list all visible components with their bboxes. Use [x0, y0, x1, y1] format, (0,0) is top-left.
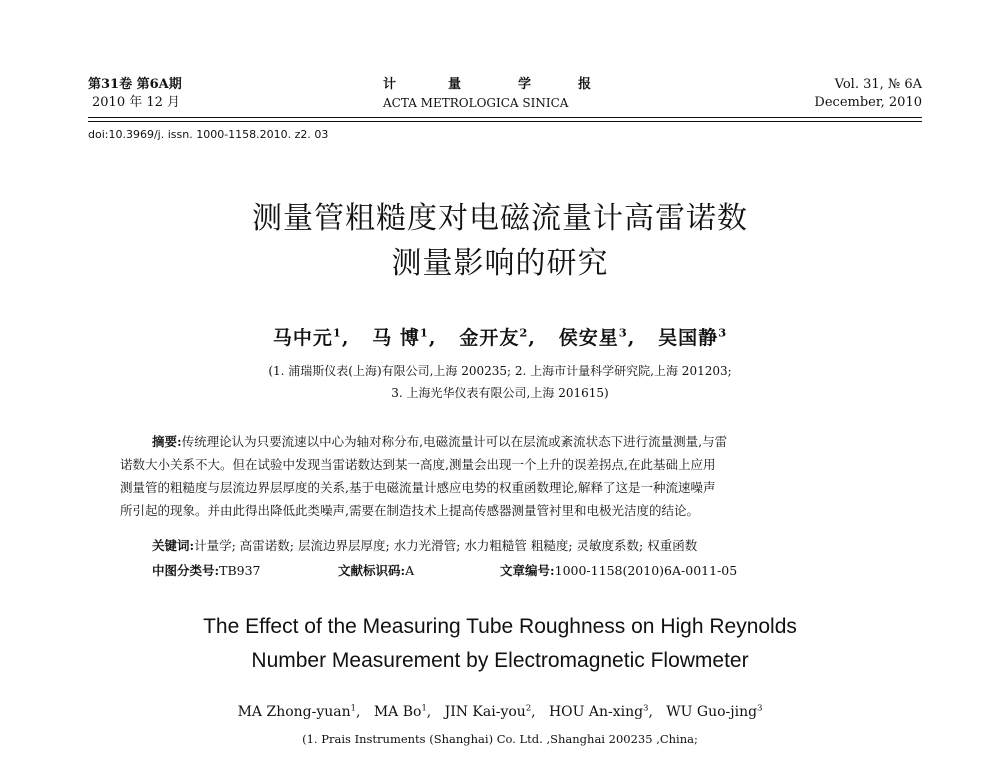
authors-en: MA Zhong-yuan$^1$, MA Bo$^1$, JIN Kai-you$^2$, HOU An-xing$^3$, WU Guo-jing$^3$	[237, 702, 763, 720]
abstract	[120, 430, 900, 522]
journal-char: 计	[383, 77, 397, 92]
title-en-line1: The Effect of the Measuring Tube Roughness on High Reynolds	[203, 615, 797, 638]
author-cn: 侯安星$^3$	[558, 325, 628, 349]
volume-issue-en: Vol. 31, № 6A	[834, 77, 922, 92]
date-cn: 2010 年 12 月	[92, 95, 181, 110]
author-en: JIN Kai-you$^2$	[444, 702, 532, 720]
author-cn: 吴国静$^3$	[658, 325, 728, 349]
journal-name-en: ACTA METROLOGICA SINICA	[383, 96, 569, 110]
author-en: MA Zhong-yuan$^1$	[237, 702, 356, 720]
author-cn: 马中元$^1$	[272, 325, 342, 349]
authors-cn: 马中元$^1$, 马 博$^1$, 金开友$^2$, 侯安星$^3$, 吴国静$^3$	[272, 325, 728, 349]
abstract-line: 测量管的粗糙度与层流边界层厚度的关系,基于电磁流量计感应电势的权重函数理论,解释了这是一种流速噪声	[120, 480, 716, 495]
document-code: 文献标识码:A	[338, 563, 415, 578]
journal-char: 学	[518, 77, 532, 92]
clc-number: 中图分类号:TB937	[152, 563, 261, 578]
article-number: 文章编号:1000-1158(2010)6A-0011-05	[500, 563, 738, 578]
affiliation-cn-line1: (1. 浦瑞斯仪表(上海)有限公司,上海 200235; 2. 上海市计量科学研究院,上海 201203;	[268, 364, 732, 378]
abstract-line: 摘要:传统理论认为只要流速以中心为轴对称分布,电磁流量计可以在层流或紊流状态下进行流量测量,与雷	[152, 434, 728, 449]
title-en-line2: Number Measurement by Electromagnetic Flowmeter	[251, 649, 749, 672]
volume-issue-cn: 第31卷 第6A期	[88, 77, 182, 92]
journal-char: 量	[448, 77, 462, 92]
title-cn-line2: 测量影响的研究	[391, 246, 609, 281]
journal-char: 报	[578, 77, 592, 92]
title-cn-line1: 测量管粗糙度对电磁流量计高雷诺数	[252, 201, 748, 236]
abstract-label: 摘要:	[152, 434, 182, 449]
author-cn: 马 博$^1$	[372, 325, 429, 349]
affiliation-cn-line2: 3. 上海光华仪表有限公司,上海 201615)	[391, 386, 609, 400]
keywords-label: 关键词:	[152, 538, 195, 553]
author-cn: 金开友$^2$	[459, 325, 529, 349]
doi: doi:10.3969/j. issn. 1000-1158.2010. z2. 03	[88, 128, 329, 141]
affiliation-en: (1. Prais Instruments (Shanghai) Co. Ltd. ,Shanghai 200235 ,China;	[302, 732, 698, 746]
keywords-text: 计量学; 高雷诺数; 层流边界层厚度; 水力光滑管; 水力粗糙管 粗糙度; 灵敏度系数; 权重函数	[194, 538, 698, 553]
abstract-line: 所引起的现象。并由此得出降低此类噪声,需要在制造技术上提高传感器测量管衬里和电极光洁度的结论。	[120, 503, 699, 518]
header-rule-thin	[88, 121, 922, 122]
abstract-line: 诺数大小关系不大。但在试验中发现当雷诺数达到某一高度,测量会出现一个上升的误差拐点,在此基础上应用	[120, 457, 716, 472]
date-en: December, 2010	[814, 95, 922, 110]
author-en: MA Bo$^1$	[373, 702, 427, 720]
keywords	[152, 536, 697, 554]
header-rule	[88, 117, 922, 118]
author-en: WU Guo-jing$^3$	[666, 702, 763, 720]
author-en: HOU An-xing$^3$	[548, 702, 649, 720]
